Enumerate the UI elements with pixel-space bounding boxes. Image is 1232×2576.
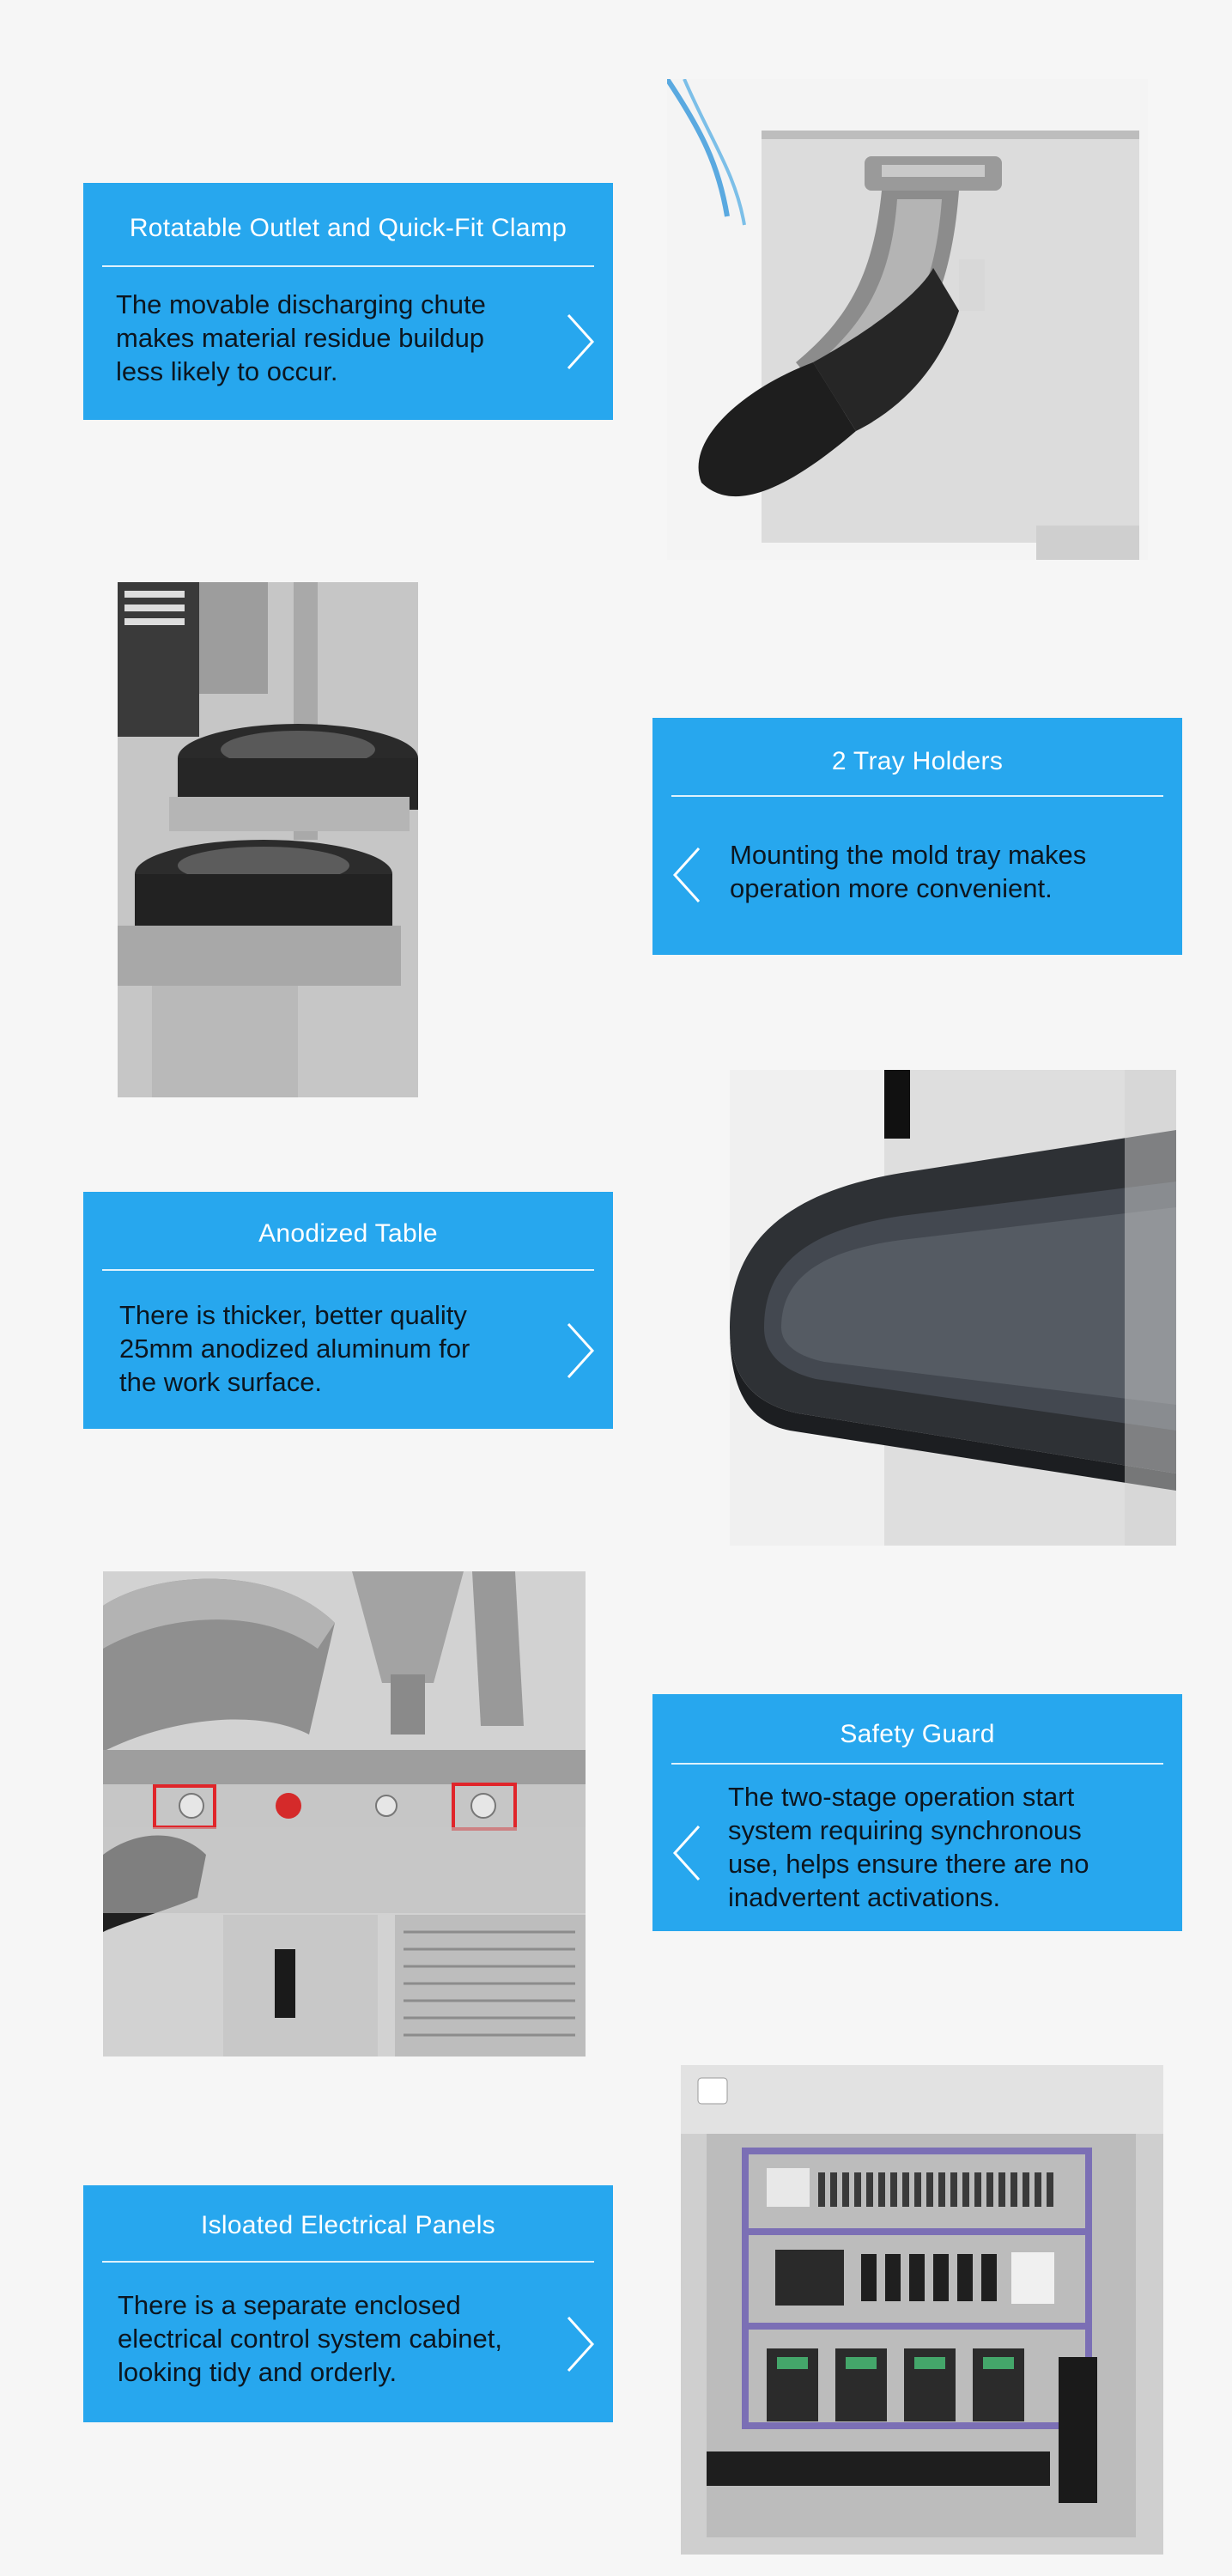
feature-card-electrical-panels (83, 2185, 613, 2422)
divider (102, 2261, 594, 2263)
chevron-left-icon (670, 1823, 704, 1883)
feature-title: Rotatable Outlet and Quick-Fit Clamp (129, 214, 567, 242)
divider (102, 265, 594, 267)
feature-title: Isloated Electrical Panels (201, 2211, 495, 2239)
divider (671, 795, 1163, 797)
feature-card-anodized-table (83, 1192, 613, 1429)
chevron-right-icon (563, 312, 598, 372)
safety-guard-photo (103, 1571, 586, 2057)
divider (102, 1269, 594, 1271)
feature-title: 2 Tray Holders (831, 747, 1004, 775)
feature-description: There is a separate enclosed electrical control system cabinet, looking tidy and orderly. (118, 2290, 502, 2387)
tray-holders-photo (118, 582, 418, 1097)
chevron-left-icon (670, 845, 704, 905)
feature-description: There is thicker, better quality 25mm anodized aluminum for the work surface. (119, 1300, 470, 1397)
feature-description: The movable discharging chute makes material residue buildup less likely to occur. (116, 289, 486, 386)
electrical-cabinet-photo (681, 2065, 1163, 2555)
feature-description: The two-stage operation start system requiring synchronous use, helps ensure there are no inadvertent activations. (728, 1782, 1089, 1912)
chevron-right-icon (563, 2314, 598, 2374)
feature-title: Anodized Table (258, 1219, 438, 1248)
feature-description: Mounting the mold tray makes operation more convenient. (730, 840, 1087, 903)
divider (671, 1763, 1163, 1765)
feature-card-outlet (83, 183, 613, 420)
feature-card-safety-guard (652, 1694, 1182, 1931)
feature-title: Safety Guard (840, 1720, 995, 1748)
anodized-table-photo (730, 1070, 1176, 1546)
chevron-right-icon (563, 1321, 598, 1381)
feature-card-tray-holders (652, 718, 1182, 955)
outlet-chute-photo (667, 79, 1148, 560)
